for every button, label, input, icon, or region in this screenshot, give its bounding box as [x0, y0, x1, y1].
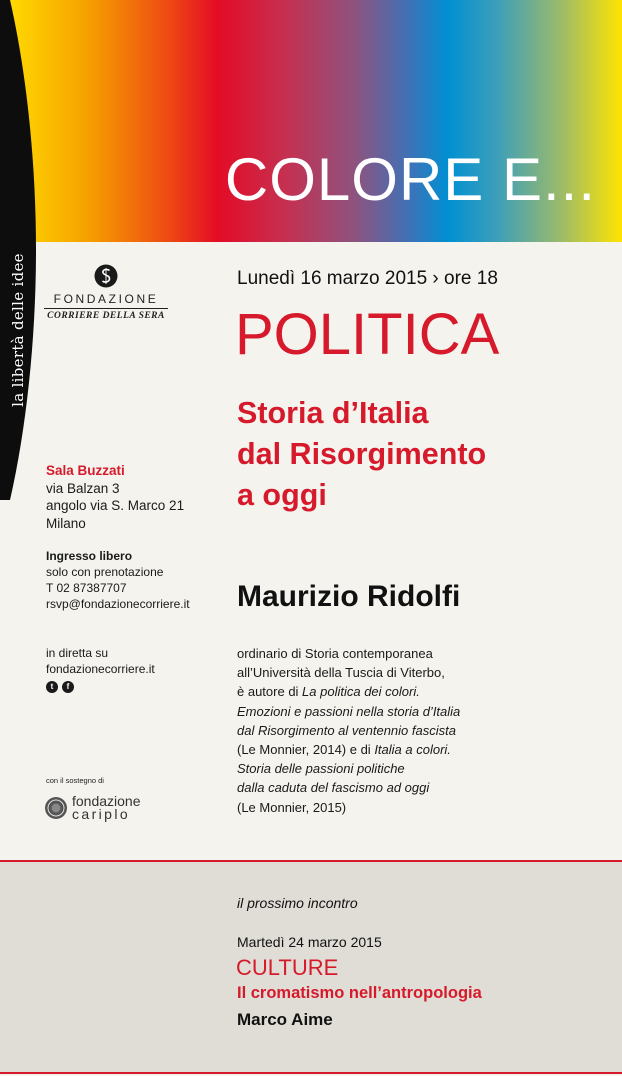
- logo-subname: CORRIERE DELLA SERA: [47, 311, 165, 321]
- side-tagline: la libertà delle idee: [9, 253, 28, 407]
- bio-line-1: ordinario di Storia contemporanea: [237, 646, 433, 661]
- event-subtitle-line-3: a oggi: [237, 478, 327, 512]
- event-speaker: Maurizio Ridolfi: [237, 580, 461, 613]
- bio-line-6: [237, 740, 460, 759]
- fondazione-logo: [44, 264, 168, 321]
- speaker-bio: [237, 644, 460, 817]
- sponsor-label: con il sostegno di: [46, 776, 104, 785]
- bio-line-5: dal Risorgimento al ventennio fascista: [237, 722, 456, 738]
- footer-divider-bottom: [0, 1072, 622, 1074]
- logo-name: FONDAZIONE: [44, 292, 168, 309]
- entry-phone: T 02 87387707: [46, 581, 127, 595]
- event-subtitle-line-1: Storia d’Italia: [237, 396, 429, 430]
- venue-address-1: via Balzan 3: [46, 480, 120, 496]
- venue-address-2: angolo via S. Marco 21: [46, 498, 185, 513]
- cariplo-emblem-icon: [44, 796, 68, 820]
- cariplo-wordmark: [72, 795, 141, 821]
- entry-title: Ingresso libero: [46, 549, 133, 563]
- social-icons: [46, 681, 74, 693]
- next-event-speaker: Marco Aime: [237, 1010, 333, 1029]
- next-event-title: Il cromatismo nell’antropologia: [237, 984, 482, 1002]
- live-block: [46, 645, 155, 677]
- event-theme: POLITICA: [235, 302, 500, 367]
- event-subtitle-line-2: dal Risorgimento: [237, 437, 487, 471]
- header-title: COLORE E...: [224, 146, 596, 213]
- venue-city: Milano: [46, 515, 86, 531]
- bio-line-7: Storia delle passioni politiche: [237, 761, 405, 777]
- bio-book-title-2: Italia a colori.: [374, 742, 451, 758]
- fondazione-monogram-icon: [94, 264, 118, 288]
- live-site[interactable]: fondazionecorriere.it: [46, 662, 155, 676]
- twitter-icon[interactable]: t: [46, 681, 58, 693]
- entry-email[interactable]: rsvp@fondazionecorriere.it: [46, 597, 190, 611]
- bio-line-3-prefix: è autore di: [237, 684, 303, 700]
- bio-line-4: Emozioni e passioni nella storia d’Italia: [237, 703, 461, 719]
- venue-block: [46, 462, 184, 532]
- bio-line-2: all’Università della Tuscia di Viterbo,: [237, 665, 445, 681]
- cariplo-line-1: fondazione: [72, 793, 141, 809]
- next-event-theme: CULTURE: [236, 955, 339, 980]
- facebook-icon[interactable]: f: [62, 681, 74, 693]
- next-event-label: il prossimo incontro: [237, 895, 358, 911]
- bio-line-3: [237, 682, 460, 701]
- cariplo-logo: [44, 795, 141, 821]
- live-label: in diretta su: [46, 646, 109, 660]
- bio-line-9: (Le Monnier, 2015): [237, 799, 347, 815]
- event-subtitle: [237, 393, 486, 516]
- bio-line-6-prefix: (Le Monnier, 2014) e di: [237, 742, 375, 758]
- side-tagline-wrap: [0, 240, 36, 420]
- bio-line-8: dalla caduta del fascismo ad oggi: [237, 780, 430, 796]
- event-date: Lunedì 16 marzo 2015 › ore 18: [237, 268, 498, 289]
- cariplo-line-2: cariplo: [72, 806, 131, 822]
- entry-block: [46, 548, 190, 612]
- color-gradient-band: [0, 0, 622, 242]
- venue-name: Sala Buzzati: [46, 463, 125, 478]
- next-event-date: Martedì 24 marzo 2015: [237, 934, 382, 950]
- bio-book-title-1: La politica dei colori.: [302, 684, 420, 700]
- entry-note: solo con prenotazione: [46, 565, 164, 579]
